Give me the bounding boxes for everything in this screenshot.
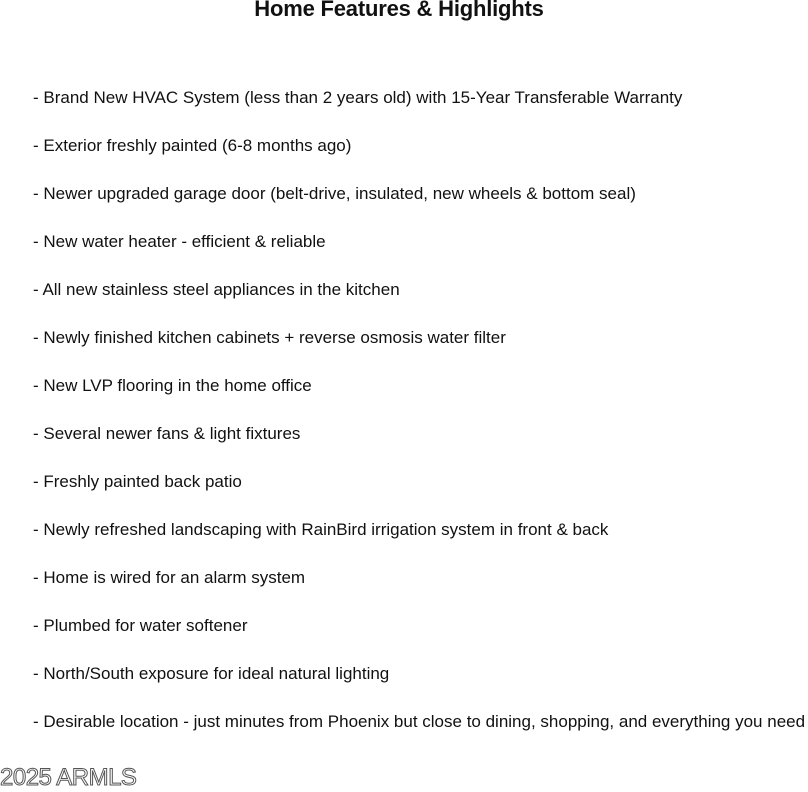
feature-item: - Freshly painted back patio — [33, 472, 242, 491]
feature-item: - Exterior freshly painted (6-8 months ago) — [33, 136, 352, 155]
feature-item: - Newly refreshed landscaping with RainBird irrigation system in front & back — [33, 520, 609, 539]
feature-item: - Desirable location - just minutes from Phoenix but close to dining, shopping, and everything you need — [33, 712, 806, 731]
feature-item: - Plumbed for water softener — [33, 616, 248, 635]
feature-item: - New LVP flooring in the home office — [33, 376, 312, 395]
feature-item: - Home is wired for an alarm system — [33, 568, 306, 587]
copyright-watermark: 2025 ARMLS — [0, 764, 137, 791]
document-title: Home Features & Highlights — [254, 0, 544, 21]
feature-item: - Newly finished kitchen cabinets + reverse osmosis water filter — [33, 328, 506, 347]
feature-item: - New water heater - efficient & reliable — [33, 232, 326, 251]
feature-item: - Newer upgraded garage door (belt-drive, insulated, new wheels & bottom seal) — [33, 184, 636, 203]
feature-item: - Brand New HVAC System (less than 2 years old) with 15-Year Transferable Warranty — [33, 88, 683, 107]
features-list — [33, 86, 808, 744]
feature-item: - All new stainless steel appliances in the kitchen — [33, 280, 400, 299]
feature-item: - Several newer fans & light fixtures — [33, 424, 301, 443]
feature-item: - North/South exposure for ideal natural lighting — [33, 664, 390, 683]
